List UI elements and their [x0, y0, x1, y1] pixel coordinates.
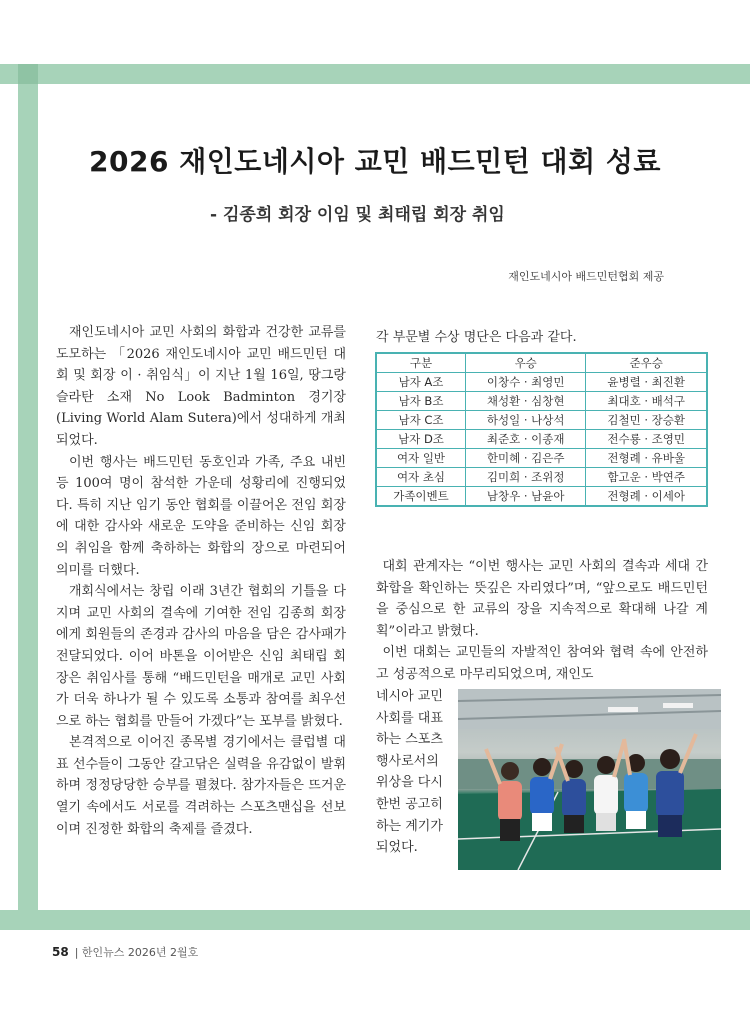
- table-cell: 전형례 · 이세아: [586, 487, 707, 507]
- table-cell: 여자 일반: [376, 449, 466, 468]
- paragraph: 본격적으로 이어진 종목별 경기에서는 클럽별 대표 선수들이 그동안 갈고닦은 실력을 유감없이 발휘하며 정정당당한 승부를 펼쳤다. 참가자들은 뜨거운 열기 속에서도 서로를 격려하는 스포츠맨십을 선보이며 진정한 화합의 축제를 즐겼다.: [56, 735, 346, 837]
- table-header-row: [376, 353, 707, 373]
- table-cell: 김철민 · 장승환: [586, 411, 707, 430]
- bottom-decor-band: [0, 910, 750, 930]
- photo-credit: 재인도네시아 배드민턴협회 제공: [508, 270, 664, 283]
- table-cell: 하성일 · 나상석: [466, 411, 586, 430]
- paragraph: 이번 대회는 교민들의 자발적인 참여와 협력 속에 안전하고 성공적으로 마무리되었으며, 재인도: [376, 645, 708, 682]
- header-cell: 준우승: [586, 353, 707, 373]
- table-row: [376, 487, 707, 507]
- table-intro: 각 부문별 수상 명단은 다음과 같다.: [376, 330, 577, 345]
- table-row: [376, 411, 707, 430]
- table-cell: 남자 B조: [376, 392, 466, 411]
- table-row: [376, 392, 707, 411]
- table-row: [376, 449, 707, 468]
- table-cell: 전수룡 · 조영민: [586, 430, 707, 449]
- table-cell: 가족이벤트: [376, 487, 466, 507]
- table-cell: 한미혜 · 김은주: [466, 449, 586, 468]
- page-footer: [52, 944, 198, 960]
- wrap-line: 하는 계기가: [376, 818, 443, 834]
- wrap-line: 하는 스포츠: [376, 732, 443, 748]
- table-cell: 윤병렬 · 최진환: [586, 373, 707, 392]
- wrap-line: 위상을 다시: [376, 775, 443, 791]
- table-cell: 이창수 · 최영민: [466, 373, 586, 392]
- right-column: [376, 556, 708, 686]
- wrap-line: 네시아 교민: [376, 689, 443, 704]
- table-cell: 남창우 · 남윤아: [466, 487, 586, 507]
- table-cell: 남자 C조: [376, 411, 466, 430]
- paragraph: 대회 관계자는 “이번 행사는 교민 사회의 결속과 세대 간 화합을 확인하는 뜻깊은 자리였다”며, “앞으로도 배드민턴을 중심으로 한 교류의 장을 지속적으로 확대해 나갈 계획”이라고 밝혔다.: [376, 559, 708, 639]
- event-photo: [458, 689, 721, 870]
- wrap-text: [376, 686, 450, 859]
- paragraph: 재인도네시아 교민 사회의 화합과 건강한 교류를 도모하는 「2026 재인도네시아 교민 배드민턴 대회 및 회장 이 · 취임식」이 지난 1월 16일, 땅그랑 슬라탄 소재 No Look Badminton 경기장(Living World Alam Sutera)에서 성대하게 개최되었다.: [56, 325, 346, 448]
- issue-label: | 한인뉴스 2026년 2월호: [74, 946, 199, 959]
- table-row: [376, 468, 707, 487]
- header-cell: 구분: [376, 353, 466, 373]
- awards-table: [375, 352, 708, 507]
- page-number: 58: [52, 945, 69, 959]
- top-decor-band: [0, 64, 750, 84]
- table-cell: 채성환 · 심창현: [466, 392, 586, 411]
- header-cell: 우승: [466, 353, 586, 373]
- wrap-line: 되었다.: [376, 840, 418, 856]
- left-decor-band: [18, 64, 38, 928]
- table-cell: 김미희 · 조위정: [466, 468, 586, 487]
- paragraph: 개회식에서는 창립 이래 3년간 협회의 기틀을 다지며 교민 사회의 결속에 기여한 전임 김종희 회장에게 회원들의 존경과 감사의 마음을 담은 감사패가 전달되었다. 이어 바톤을 이어받은 신임 최태립 회장은 취임사를 통해 “배드민턴을 매개로 교민 사회가 더욱 하나가 될 수 있도록 소통과 참여를 최우선으로 하는 협회를 만들어 가겠다”는 포부를 밝혔다.: [56, 584, 346, 729]
- wrap-line: 한번 공고히: [376, 796, 443, 812]
- left-column: [56, 322, 346, 840]
- table-cell: 최대호 · 배석구: [586, 392, 707, 411]
- paragraph: 이번 행사는 배드민턴 동호인과 가족, 주요 내빈 등 100여 명이 참석한 가운데 성황리에 진행되었다. 특히 지난 임기 동안 협회를 이끌어온 전임 회장에 대한 감사와 새로운 도약을 준비하는 신임 회장의 취임을 함께 축하하는 화합의 장으로 마련되어 의미를 더했다.: [56, 454, 346, 578]
- corner-decor: [18, 64, 38, 84]
- table-cell: 전형례 · 유바울: [586, 449, 707, 468]
- table-cell: 최준호 · 이종재: [466, 430, 586, 449]
- table-cell: 여자 초심: [376, 468, 466, 487]
- table-cell: 함고운 · 박연주: [586, 468, 707, 487]
- article-title: 2026 재인도네시아 교민 배드민턴 대회 성료: [89, 145, 661, 178]
- wrap-line: 행사로서의: [376, 753, 439, 769]
- table-cell: 남자 D조: [376, 430, 466, 449]
- table-cell: 남자 A조: [376, 373, 466, 392]
- wrap-line: 사회를 대표: [376, 710, 443, 726]
- players-illustration: [458, 689, 721, 870]
- table-row: [376, 373, 707, 392]
- table-row: [376, 430, 707, 449]
- article-subtitle: - 김종희 회장 이임 및 최태립 회장 취임: [210, 205, 505, 225]
